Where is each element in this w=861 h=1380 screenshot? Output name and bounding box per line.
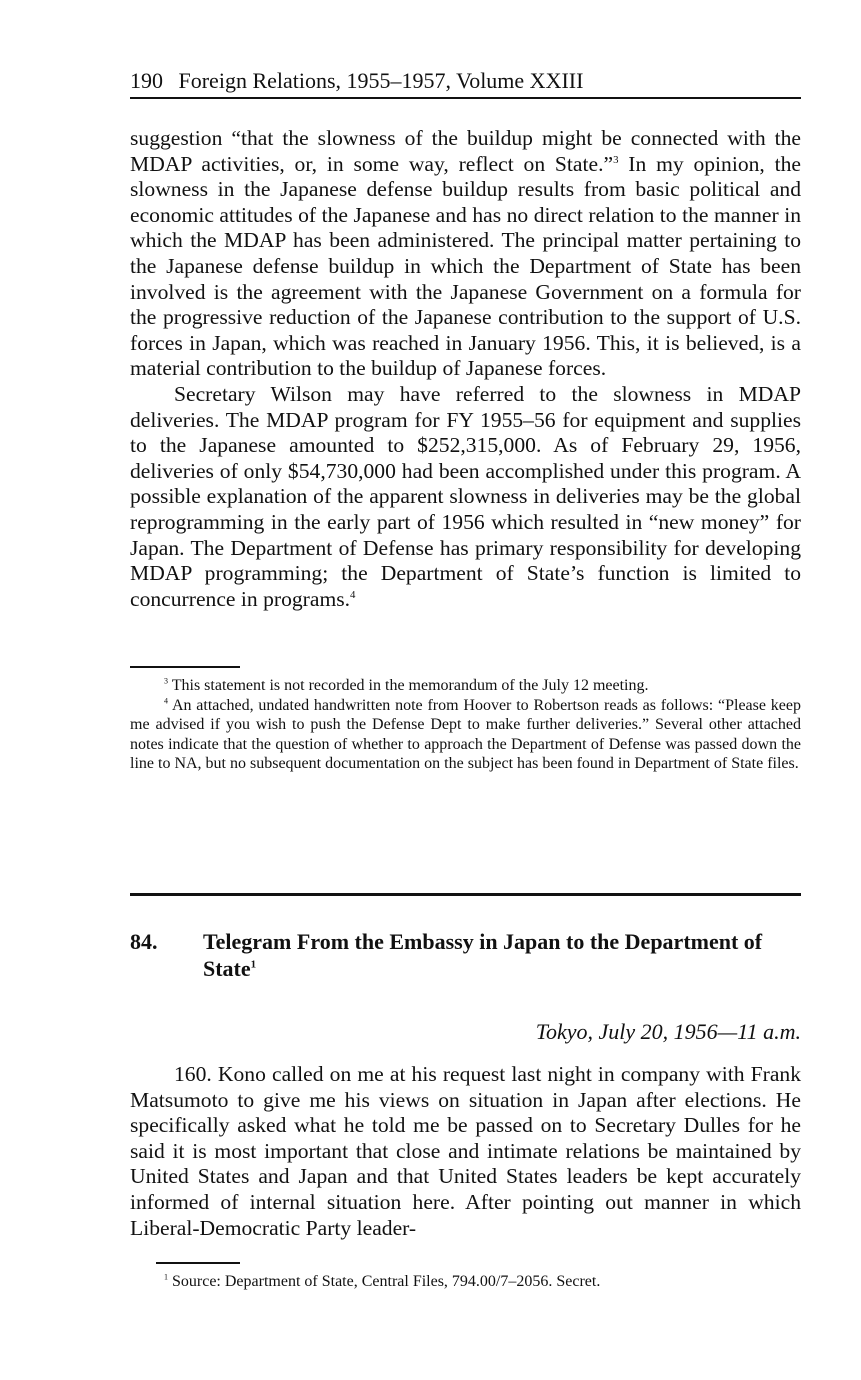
footnote-mark: 4 bbox=[164, 696, 168, 706]
section-divider bbox=[130, 893, 801, 896]
footnote bbox=[130, 1272, 801, 1292]
footnote-rule bbox=[130, 666, 240, 668]
paragraph: 160. Kono called on me at his request last night in company with Frank Matsumoto to give me his views on situation in Japan after elections. He specifically asked what he told me be passed on to Secretary Dulles for he said it is most important that close and intimate relations be maintained by United States and Japan and that United States leaders be kept accurately informed of internal situation here. After pointing out manner in which Liberal-Democratic Party leader- bbox=[130, 1062, 801, 1240]
telegram-text bbox=[130, 1062, 801, 1241]
footnote-ref: 3 bbox=[613, 153, 619, 166]
footnote-mark: 3 bbox=[164, 676, 168, 686]
paragraph-text: In my opinion, the slowness in the Japanese defense buildup results from basic political and economic attitudes of the Japanese and has no direct relation to the manner in which the MDAP has been administered. The principal matter pertaining to the Japanese defense buildup in which the Department of State has been involved is the agreement with the Japanese Government on a formula for the progressive reduction of the Japanese contribution to the support of U.S. forces in Japan, which was reached in January 1956. This, it is believed, is a material contribution to the buildup of Japanese forces. bbox=[130, 151, 802, 381]
page-number: 190 bbox=[130, 68, 163, 93]
paragraph bbox=[130, 126, 801, 382]
footnote-text: Source: Department of State, Central Files, 794.00/7–2056. Secret. bbox=[172, 1273, 601, 1290]
footnote-text: An attached, undated handwritten note from Hoover to Robertson reads as follows: “Please keep me advised if you wish to push the Defense Dept to make further deliveries.” Several other attached notes indicate that the question of whether to approach the Department of Defense was passed down the line to NA, but no subsequent documentation on the subject has been found in Department of State files. bbox=[130, 696, 801, 773]
paragraph-text: Secretary Wilson may have referred to the slowness in MDAP deliveries. The MDAP program for FY 1955–56 for equipment and supplies to the Japanese amounted to $252,315,000. As of February 29, 1956, deliveries of only $54,730,000 had been accomplished under this program. A possible explanation of the apparent slowness in deliveries may be the global reprogramming in the early part of 1956 which resulted in “new money” for Japan. The Department of Defense has primary responsibility for developing MDAP programming; the Department of State’s function is limited to concurrence in programs. bbox=[130, 381, 801, 611]
document-title-text: Telegram From the Embassy in Japan to the Department of State bbox=[203, 929, 763, 981]
dateline: Tokyo, July 20, 1956—11 a.m. bbox=[535, 1019, 801, 1044]
footnote bbox=[130, 696, 801, 774]
paragraph-text: suggestion “that the slowness of the buildup might be connected with the MDAP activities, or, in some way, reflect on State.” bbox=[130, 126, 801, 176]
footnote-mark: 1 bbox=[164, 1272, 168, 1282]
running-header bbox=[130, 66, 801, 99]
footnote-rule bbox=[156, 1262, 240, 1264]
footnotes bbox=[130, 676, 801, 774]
continued-text bbox=[130, 126, 801, 612]
paragraph bbox=[130, 382, 801, 612]
footnote bbox=[130, 676, 801, 696]
footnote-ref: 4 bbox=[350, 588, 356, 601]
footnote-text: This statement is not recorded in the memorandum of the July 12 meeting. bbox=[171, 677, 649, 694]
footnotes bbox=[130, 1272, 801, 1292]
document-title bbox=[203, 928, 801, 982]
document-number: 84. bbox=[130, 929, 158, 954]
volume-title: Foreign Relations, 1955–1957, Volume XXIII bbox=[178, 68, 584, 93]
footnote-ref: 1 bbox=[250, 958, 257, 971]
